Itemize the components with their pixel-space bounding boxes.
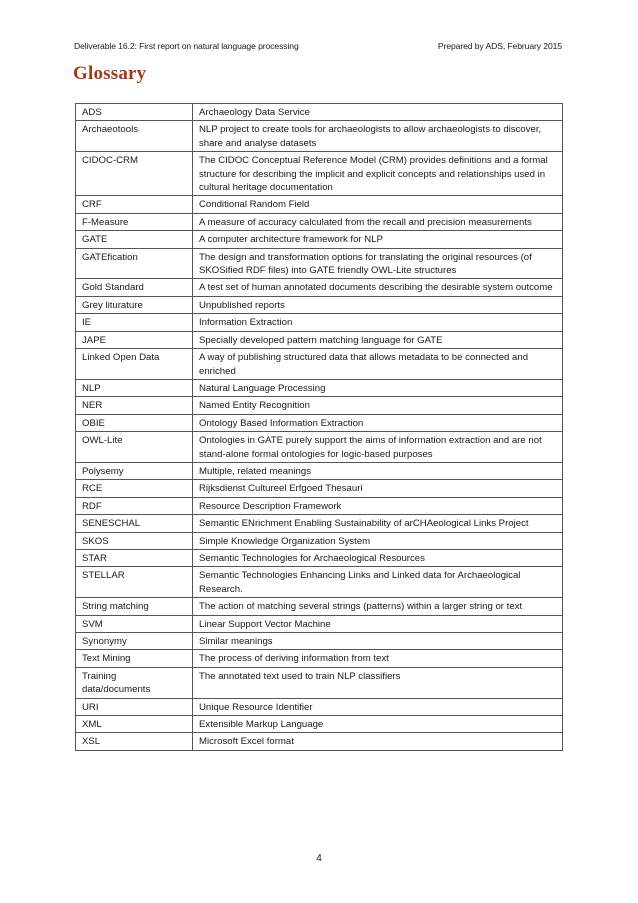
glossary-term: Grey liturature (76, 296, 193, 313)
glossary-term: Synonymy (76, 633, 193, 650)
glossary-term: Polysemy (76, 462, 193, 479)
glossary-row (76, 432, 563, 463)
glossary-row (76, 480, 563, 497)
glossary-term: String matching (76, 598, 193, 615)
glossary-term: IE (76, 314, 193, 331)
glossary-definition: Archaeology Data Service (193, 104, 563, 121)
glossary-row (76, 279, 563, 296)
glossary-term: RDF (76, 497, 193, 514)
glossary-row (76, 314, 563, 331)
glossary-term: F-Measure (76, 213, 193, 230)
glossary-term: Archaeotools (76, 121, 193, 152)
glossary-term: XSL (76, 733, 193, 750)
glossary-row (76, 462, 563, 479)
glossary-term: NER (76, 397, 193, 414)
glossary-row (76, 598, 563, 615)
glossary-row (76, 650, 563, 667)
glossary-definition: Semantic Technologies for Archaeological Resources (193, 549, 563, 566)
glossary-row (76, 152, 563, 196)
glossary-term: JAPE (76, 331, 193, 348)
glossary-row (76, 104, 563, 121)
glossary-row (76, 121, 563, 152)
glossary-row (76, 615, 563, 632)
glossary-definition: Unpublished reports (193, 296, 563, 313)
glossary-term: Gold Standard (76, 279, 193, 296)
glossary-definition: The CIDOC Conceptual Reference Model (CRM) provides definitions and a formal structure for describing the implicit and explicit concepts and relationships used in cultural heritage documentation (193, 152, 563, 196)
glossary-term: Text Mining (76, 650, 193, 667)
glossary-definition: The design and transformation options for translating the original resources (of SKOSified RDF files) into GATE friendly OWL-Lite structures (193, 248, 563, 279)
glossary-row (76, 196, 563, 213)
glossary-term: Linked Open Data (76, 349, 193, 380)
glossary-row (76, 549, 563, 566)
glossary-row (76, 567, 563, 598)
glossary-term: GATEfication (76, 248, 193, 279)
glossary-row (76, 532, 563, 549)
glossary-definition: Semantic ENrichment Enabling Sustainability of arCHAeological Links Project (193, 515, 563, 532)
glossary-term: NLP (76, 379, 193, 396)
glossary-definition: Semantic Technologies Enhancing Links and Linked data for Archaeological Research. (193, 567, 563, 598)
page-header (74, 41, 562, 51)
glossary-row (76, 231, 563, 248)
glossary-definition: Ontology Based Information Extraction (193, 414, 563, 431)
glossary-definition: Ontologies in GATE purely support the aims of information extraction and are not stand-alone formal ontologies for logic-based purposes (193, 432, 563, 463)
glossary-term: SVM (76, 615, 193, 632)
glossary-definition: Multiple, related meanings (193, 462, 563, 479)
glossary-term: STELLAR (76, 567, 193, 598)
glossary-definition: The annotated text used to train NLP classifiers (193, 667, 563, 698)
glossary-definition: A test set of human annotated documents describing the desirable system outcome (193, 279, 563, 296)
glossary-row (76, 733, 563, 750)
glossary-definition: Similar meanings (193, 633, 563, 650)
glossary-term: SKOS (76, 532, 193, 549)
glossary-term: STAR (76, 549, 193, 566)
glossary-definition: Linear Support Vector Machine (193, 615, 563, 632)
glossary-definition: The action of matching several strings (patterns) within a larger string or text (193, 598, 563, 615)
glossary-term: RCE (76, 480, 193, 497)
glossary-table (75, 103, 563, 751)
glossary-definition: Natural Language Processing (193, 379, 563, 396)
glossary-definition: A computer architecture framework for NLP (193, 231, 563, 248)
glossary-row (76, 515, 563, 532)
glossary-term: ADS (76, 104, 193, 121)
glossary-term: OBIE (76, 414, 193, 431)
glossary-row (76, 667, 563, 698)
glossary-definition: Extensible Markup Language (193, 716, 563, 733)
glossary-definition: Unique Resource Identifier (193, 698, 563, 715)
page-number: 4 (316, 853, 322, 864)
glossary-definition: Simple Knowledge Organization System (193, 532, 563, 549)
glossary-row (76, 349, 563, 380)
glossary-term: Training data/documents (76, 667, 193, 698)
glossary-row (76, 296, 563, 313)
glossary-definition: Resource Description Framework (193, 497, 563, 514)
glossary-row (76, 414, 563, 431)
glossary-definition: Rijksdienst Cultureel Erfgoed Thesauri (193, 480, 563, 497)
glossary-row (76, 331, 563, 348)
glossary-term: GATE (76, 231, 193, 248)
glossary-definition: Named Entity Recognition (193, 397, 563, 414)
glossary-row (76, 497, 563, 514)
glossary-row (76, 397, 563, 414)
glossary-definition: Microsoft Excel format (193, 733, 563, 750)
glossary-row (76, 716, 563, 733)
glossary-term: XML (76, 716, 193, 733)
glossary-definition: Conditional Random Field (193, 196, 563, 213)
glossary-term: OWL-Lite (76, 432, 193, 463)
glossary-term: CIDOC-CRM (76, 152, 193, 196)
glossary-definition: Specially developed pattern matching language for GATE (193, 331, 563, 348)
glossary-definition: Information Extraction (193, 314, 563, 331)
glossary-definition: NLP project to create tools for archaeologists to allow archaeologists to discover, share and analyse datasets (193, 121, 563, 152)
glossary-row (76, 633, 563, 650)
header-prepared-by: Prepared by ADS, February 2015 (437, 41, 562, 51)
header-document-title: Deliverable 16.2: First report on natural language processing (74, 41, 299, 51)
glossary-row (76, 248, 563, 279)
glossary-definition: A measure of accuracy calculated from the recall and precision measurements (193, 213, 563, 230)
glossary-row (76, 698, 563, 715)
page-title: Glossary (73, 63, 147, 84)
glossary-term: SENESCHAL (76, 515, 193, 532)
glossary-term: URI (76, 698, 193, 715)
glossary-row (76, 213, 563, 230)
glossary-definition: The process of deriving information from text (193, 650, 563, 667)
glossary-body (76, 104, 563, 751)
glossary-row (76, 379, 563, 396)
glossary-term: CRF (76, 196, 193, 213)
glossary-definition: A way of publishing structured data that allows metadata to be connected and enriched (193, 349, 563, 380)
